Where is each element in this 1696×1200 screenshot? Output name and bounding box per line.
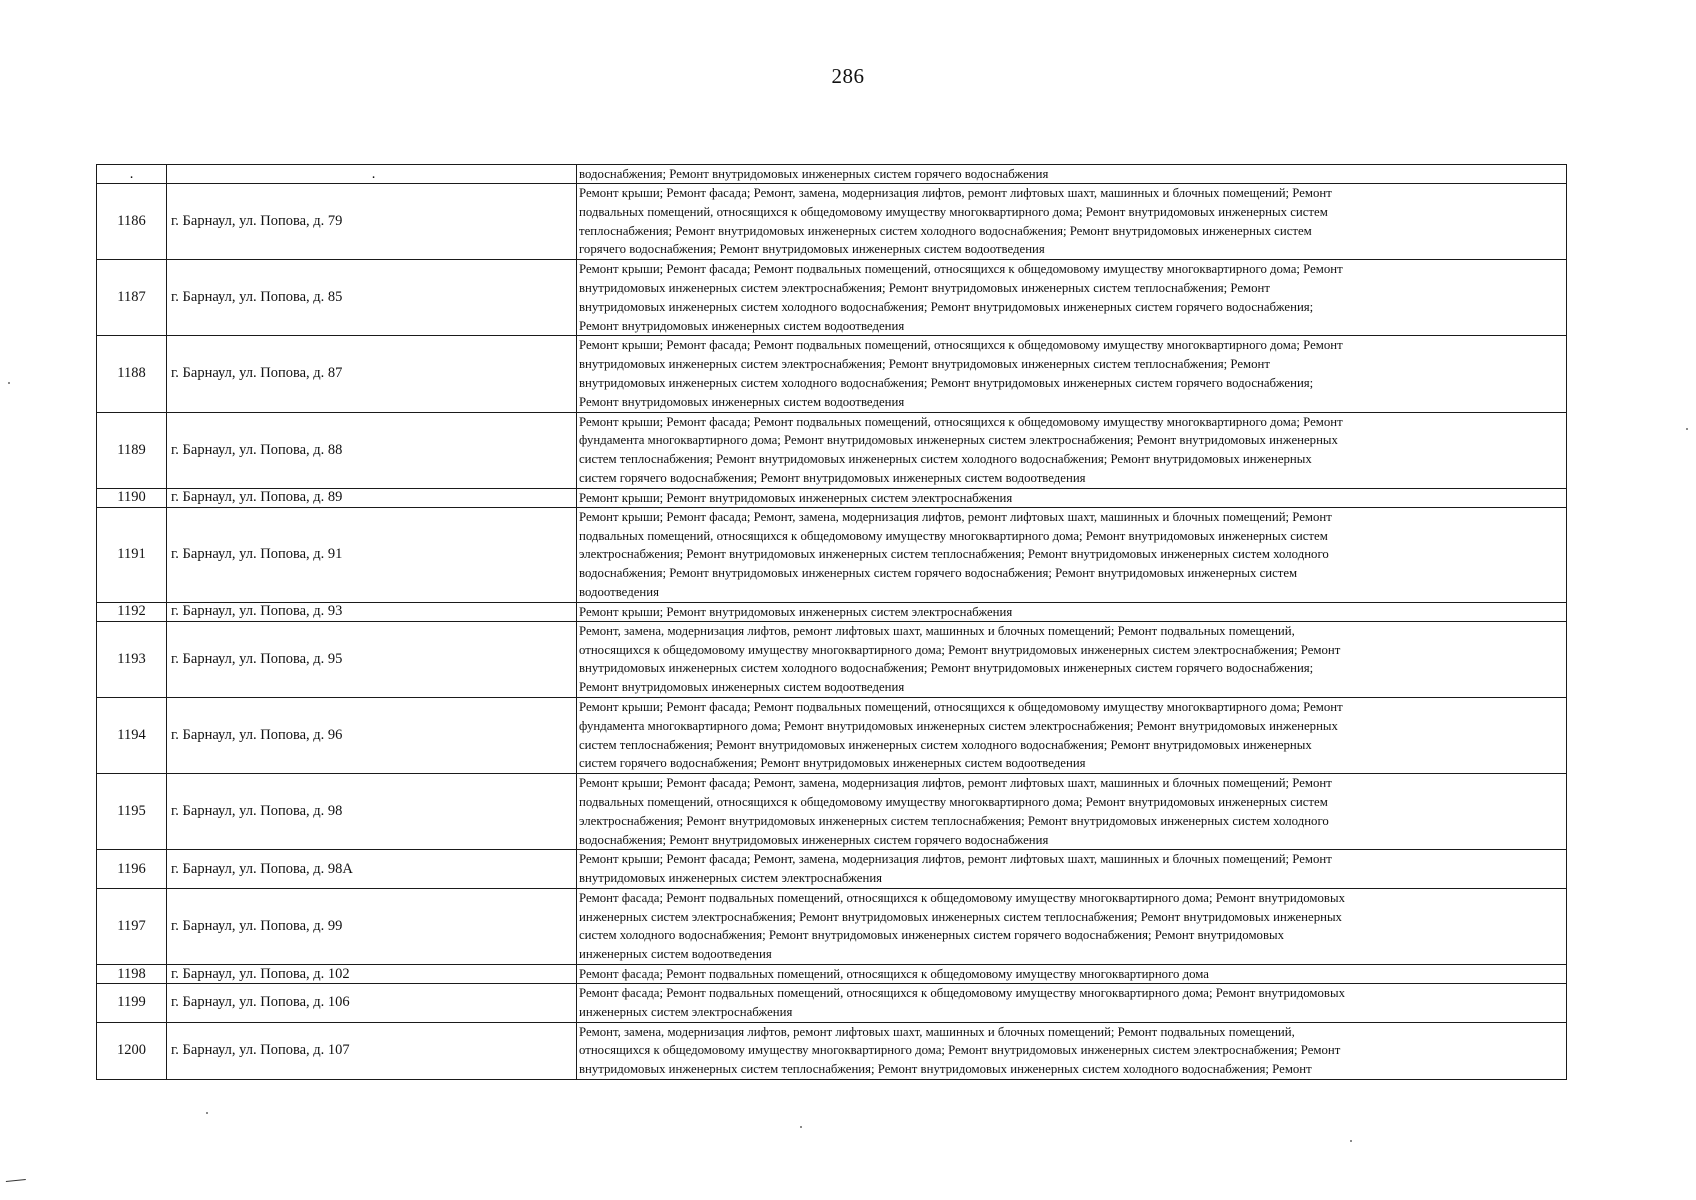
works-line: Ремонт, замена, модернизация лифтов, ремонт лифтовых шахт, машинных и блочных помещений; Ремонт подвальных помещений,	[579, 1024, 1295, 1039]
row-number: 1197	[97, 888, 167, 964]
table-row	[97, 1022, 1567, 1079]
table-row	[97, 336, 1567, 412]
row-works	[577, 984, 1567, 1023]
scan-speck	[1350, 1140, 1352, 1142]
works-line: инженерных систем водоотведения	[579, 947, 772, 962]
works-line: Ремонт крыши; Ремонт фасада; Ремонт подвальных помещений, относящихся к общедомовому имуществу многоквартирного дома; Ремонт	[579, 699, 1343, 714]
scan-speck	[206, 1112, 208, 1114]
works-line: систем горячего водоснабжения; Ремонт внутридомовых инженерных систем водоотведения	[579, 756, 1086, 771]
works-line: внутридомовых инженерных систем теплоснабжения; Ремонт внутридомовых инженерных систем холодного водоснабжения; Ремонт	[579, 1062, 1312, 1077]
table-row	[97, 507, 1567, 602]
table-row	[97, 488, 1567, 507]
table-row	[97, 184, 1567, 260]
row-works	[577, 888, 1567, 964]
table-body	[97, 165, 1567, 1080]
row-number: 1195	[97, 774, 167, 850]
works-line: подвальных помещений, относящихся к общедомовому имуществу многоквартирного дома; Ремонт внутридомовых инженерных систем	[579, 528, 1328, 543]
row-number: 1200	[97, 1022, 167, 1079]
works-line: Ремонт внутридомовых инженерных систем водоотведения	[579, 318, 905, 333]
row-works	[577, 965, 1567, 984]
row-number: 1186	[97, 184, 167, 260]
row-works	[577, 621, 1567, 697]
works-line: Ремонт крыши; Ремонт фасада; Ремонт, замена, модернизация лифтов, ремонт лифтовых шахт, машинных и блочных помещений; Ремонт	[579, 509, 1332, 524]
works-line: электроснабжения; Ремонт внутридомовых инженерных систем теплоснабжения; Ремонт внутридомовых инженерных систем холодного	[579, 813, 1329, 828]
works-line: водоснабжения; Ремонт внутридомовых инженерных систем горячего водоснабжения	[579, 167, 1049, 181]
row-works	[577, 507, 1567, 602]
works-line: систем теплоснабжения; Ремонт внутридомовых инженерных систем холодного водоснабжения; Ремонт внутридомовых инженерных	[579, 737, 1312, 752]
table-row	[97, 697, 1567, 773]
row-number: 1188	[97, 336, 167, 412]
works-line: Ремонт фасада; Ремонт подвальных помещений, относящихся к общедомовому имуществу многоквартирного дома	[579, 967, 1209, 982]
table-row	[97, 984, 1567, 1023]
row-works	[577, 602, 1567, 621]
scan-speck	[8, 382, 10, 384]
row-number: 1199	[97, 984, 167, 1023]
works-line: фундамента многоквартирного дома; Ремонт внутридомовых инженерных систем электроснабжения; Ремонт внутридомовых инженерных	[579, 433, 1338, 448]
table-row	[97, 621, 1567, 697]
works-line: водоснабжения; Ремонт внутридомовых инженерных систем горячего водоснабжения; Ремонт внутридомовых инженерных систем	[579, 566, 1298, 581]
row-address: г. Барнаул, ул. Попова, д. 102	[167, 965, 577, 984]
table-row	[97, 965, 1567, 984]
works-line: внутридомовых инженерных систем холодного водоснабжения; Ремонт внутридомовых инженерных систем горячего водоснабжения;	[579, 375, 1314, 390]
works-line: фундамента многоквартирного дома; Ремонт внутридомовых инженерных систем электроснабжения; Ремонт внутридомовых инженерных	[579, 718, 1338, 733]
works-line: теплоснабжения; Ремонт внутридомовых инженерных систем холодного водоснабжения; Ремонт внутридомовых инженерных систем	[579, 223, 1312, 238]
works-line: Ремонт крыши; Ремонт фасада; Ремонт, замена, модернизация лифтов, ремонт лифтовых шахт, машинных и блочных помещений; Ремонт	[579, 852, 1332, 867]
row-address: г. Барнаул, ул. Попова, д. 96	[167, 697, 577, 773]
works-line: внутридомовых инженерных систем электроснабжения; Ремонт внутридомовых инженерных систем теплоснабжения; Ремонт	[579, 357, 1270, 372]
row-address: г. Барнаул, ул. Попова, д. 89	[167, 488, 577, 507]
works-line: систем холодного водоснабжения; Ремонт внутридомовых инженерных систем горячего водоснабжения; Ремонт внутридомовых	[579, 928, 1284, 943]
row-address: г. Барнаул, ул. Попова, д. 93	[167, 602, 577, 621]
works-line: подвальных помещений, относящихся к общедомовому имуществу многоквартирного дома; Ремонт внутридомовых инженерных систем	[579, 794, 1328, 809]
works-line: Ремонт внутридомовых инженерных систем водоотведения	[579, 680, 905, 695]
row-address: г. Барнаул, ул. Попова, д. 95	[167, 621, 577, 697]
works-line: внутридомовых инженерных систем холодного водоснабжения; Ремонт внутридомовых инженерных систем горячего водоснабжения;	[579, 299, 1314, 314]
table-row	[97, 888, 1567, 964]
scan-mark	[6, 1179, 26, 1185]
works-line: Ремонт крыши; Ремонт внутридомовых инженерных систем электроснабжения	[579, 604, 1013, 619]
row-number: .	[97, 165, 167, 184]
row-number: 1193	[97, 621, 167, 697]
row-works	[577, 488, 1567, 507]
works-line: внутридомовых инженерных систем холодного водоснабжения; Ремонт внутридомовых инженерных систем горячего водоснабжения;	[579, 661, 1314, 676]
row-address: г. Барнаул, ул. Попова, д. 98	[167, 774, 577, 850]
works-line: систем горячего водоснабжения; Ремонт внутридомовых инженерных систем водоотведения	[579, 470, 1086, 485]
scan-speck	[1686, 428, 1688, 430]
table-row	[97, 412, 1567, 488]
row-works	[577, 774, 1567, 850]
row-works	[577, 697, 1567, 773]
works-line: Ремонт крыши; Ремонт фасада; Ремонт подвальных помещений, относящихся к общедомовому имуществу многоквартирного дома; Ремонт	[579, 414, 1343, 429]
row-number: 1198	[97, 965, 167, 984]
works-line: инженерных систем электроснабжения; Ремонт внутридомовых инженерных систем теплоснабжения; Ремонт внутридомовых инженерных	[579, 909, 1342, 924]
works-line: Ремонт крыши; Ремонт фасада; Ремонт подвальных помещений, относящихся к общедомовому имуществу многоквартирного дома; Ремонт	[579, 338, 1343, 353]
table-row	[97, 260, 1567, 336]
scan-speck	[800, 1126, 802, 1128]
works-line: водоотведения	[579, 584, 659, 599]
row-address: г. Барнаул, ул. Попова, д. 99	[167, 888, 577, 964]
row-number: 1189	[97, 412, 167, 488]
row-works	[577, 165, 1567, 184]
works-line: Ремонт фасада; Ремонт подвальных помещений, относящихся к общедомовому имуществу многоквартирного дома; Ремонт внутридомовых	[579, 890, 1345, 905]
works-line: электроснабжения; Ремонт внутридомовых инженерных систем теплоснабжения; Ремонт внутридомовых инженерных систем холодного	[579, 547, 1329, 562]
works-line: Ремонт внутридомовых инженерных систем водоотведения	[579, 394, 905, 409]
works-line: водоснабжения; Ремонт внутридомовых инженерных систем горячего водоснабжения	[579, 832, 1049, 847]
works-line: Ремонт, замена, модернизация лифтов, ремонт лифтовых шахт, машинных и блочных помещений; Ремонт подвальных помещений,	[579, 623, 1295, 638]
row-address: г. Барнаул, ул. Попова, д. 88	[167, 412, 577, 488]
works-line: относящихся к общедомовому имуществу многоквартирного дома; Ремонт внутридомовых инженерных систем электроснабжения; Ремонт	[579, 642, 1341, 657]
works-line: подвальных помещений, относящихся к общедомовому имуществу многоквартирного дома; Ремонт внутридомовых инженерных систем	[579, 204, 1328, 219]
row-address: г. Барнаул, ул. Попова, д. 85	[167, 260, 577, 336]
row-works	[577, 184, 1567, 260]
row-works	[577, 1022, 1567, 1079]
works-line: инженерных систем электроснабжения	[579, 1004, 793, 1019]
row-number: 1194	[97, 697, 167, 773]
table-row	[97, 774, 1567, 850]
table-row	[97, 602, 1567, 621]
works-line: относящихся к общедомовому имуществу многоквартирного дома; Ремонт внутридомовых инженерных систем электроснабжения; Ремонт	[579, 1043, 1341, 1058]
works-line: Ремонт крыши; Ремонт фасада; Ремонт, замена, модернизация лифтов, ремонт лифтовых шахт, машинных и блочных помещений; Ремонт	[579, 776, 1332, 791]
row-address: .	[167, 165, 577, 184]
row-address: г. Барнаул, ул. Попова, д. 107	[167, 1022, 577, 1079]
row-address: г. Барнаул, ул. Попова, д. 87	[167, 336, 577, 412]
works-line: Ремонт крыши; Ремонт фасада; Ремонт, замена, модернизация лифтов, ремонт лифтовых шахт, машинных и блочных помещений; Ремонт	[579, 186, 1332, 200]
row-address: г. Барнаул, ул. Попова, д. 98А	[167, 850, 577, 889]
works-line: Ремонт фасада; Ремонт подвальных помещений, относящихся к общедомовому имуществу многоквартирного дома; Ремонт внутридомовых	[579, 986, 1345, 1001]
row-number: 1191	[97, 507, 167, 602]
row-works	[577, 850, 1567, 889]
page-number: 286	[831, 64, 865, 88]
row-address: г. Барнаул, ул. Попова, д. 106	[167, 984, 577, 1023]
repair-works-table	[96, 164, 1567, 1080]
row-works	[577, 260, 1567, 336]
row-number: 1196	[97, 850, 167, 889]
row-address: г. Барнаул, ул. Попова, д. 91	[167, 507, 577, 602]
works-line: внутридомовых инженерных систем электроснабжения; Ремонт внутридомовых инженерных систем теплоснабжения; Ремонт	[579, 280, 1270, 295]
row-number: 1187	[97, 260, 167, 336]
table-row-continued	[97, 165, 1567, 184]
works-line: систем теплоснабжения; Ремонт внутридомовых инженерных систем холодного водоснабжения; Ремонт внутридомовых инженерных	[579, 452, 1312, 467]
works-line: Ремонт крыши; Ремонт фасада; Ремонт подвальных помещений, относящихся к общедомовому имуществу многоквартирного дома; Ремонт	[579, 262, 1343, 277]
works-line: горячего водоснабжения; Ремонт внутридомовых инженерных систем водоотведения	[579, 242, 1045, 257]
works-line: внутридомовых инженерных систем электроснабжения	[579, 871, 883, 886]
table-row	[97, 850, 1567, 889]
works-line: Ремонт крыши; Ремонт внутридомовых инженерных систем электроснабжения	[579, 490, 1013, 505]
row-number: 1190	[97, 488, 167, 507]
row-works	[577, 336, 1567, 412]
row-address: г. Барнаул, ул. Попова, д. 79	[167, 184, 577, 260]
row-number: 1192	[97, 602, 167, 621]
row-works	[577, 412, 1567, 488]
